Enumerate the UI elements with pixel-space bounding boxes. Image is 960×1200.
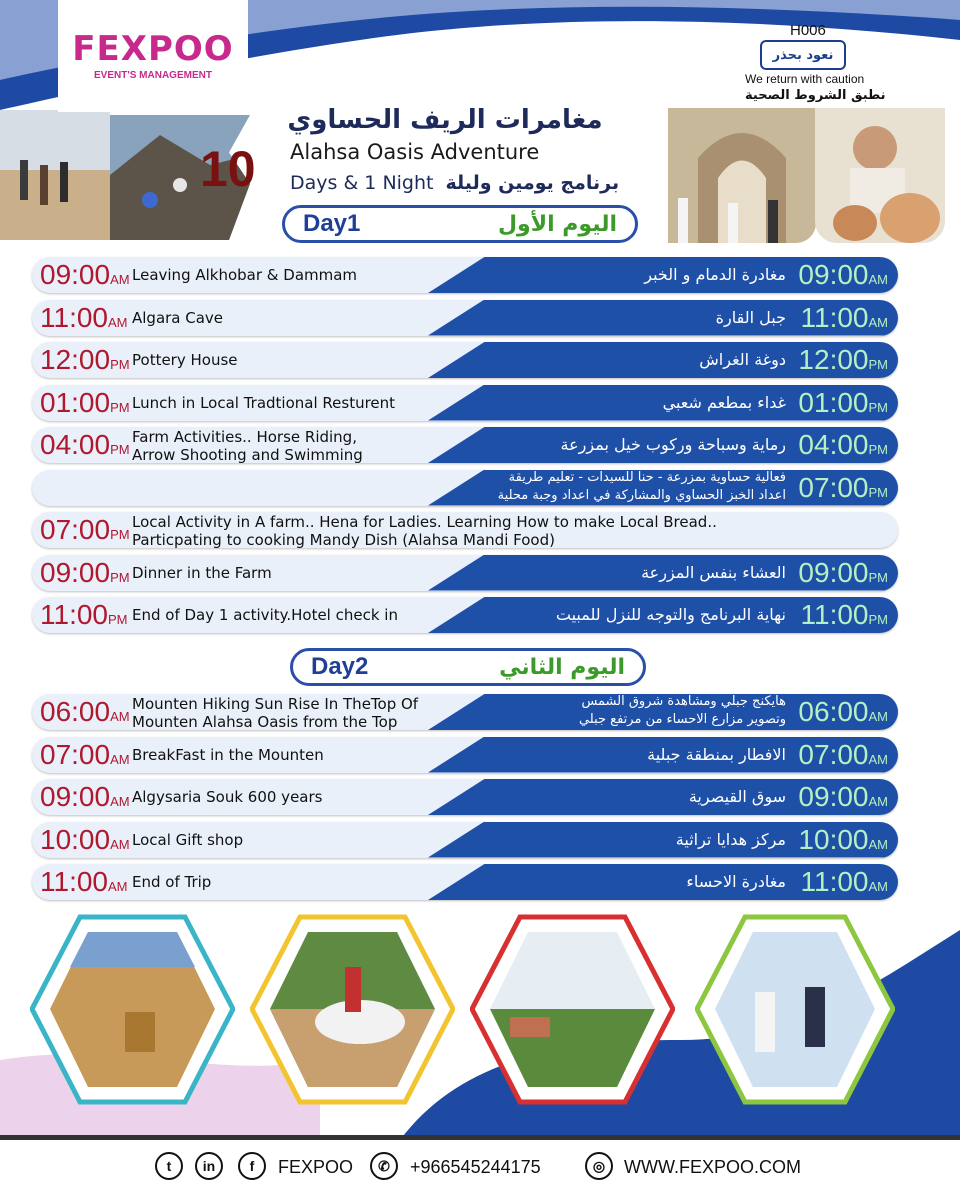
- time-left: [40, 696, 130, 733]
- time-value: 04:00: [798, 429, 869, 460]
- activity-english: Pottery House: [132, 351, 238, 369]
- caution-text-ar: نطبق الشروط الصحية: [745, 88, 886, 103]
- time-right: [798, 472, 888, 509]
- title-subtitle: [290, 172, 630, 194]
- hex-photo-archery: [695, 912, 895, 1107]
- time-value: 06:00: [798, 696, 869, 727]
- activity-arabic: جبل القارة: [715, 307, 786, 327]
- time-ampm: PM: [868, 612, 888, 627]
- days-number: 10: [200, 141, 256, 197]
- time-right: [801, 599, 889, 636]
- time-right: [798, 739, 888, 776]
- caution-text-en: We return with caution: [745, 72, 865, 86]
- schedule-row: [32, 597, 898, 633]
- hex-photo-rocks: [30, 912, 235, 1107]
- time-value: 07:00: [798, 738, 869, 770]
- activity-arabic: هايكنج جبلي ومشاهدة شروق الشمس: [581, 694, 786, 709]
- schedule-row: [32, 300, 898, 336]
- time-value: 07:00: [40, 738, 111, 770]
- hex-photo-resort: [470, 912, 675, 1107]
- activity-arabic: رماية وسباحة وركوب خيل بمزرعة: [560, 435, 786, 454]
- time-value: 09:00: [798, 556, 869, 588]
- activity-english: BreakFast in the Mounten: [132, 745, 324, 764]
- activity-arabic: نهاية البرنامج والتوجه للنزل للمبيت: [555, 605, 786, 624]
- facebook-icon[interactable]: f: [238, 1152, 266, 1180]
- title-arabic: مغامرات الريف الحساوي: [287, 105, 603, 135]
- time-ampm: AM: [868, 836, 888, 852]
- subtitle-english: Days & 1 Night: [290, 172, 434, 194]
- day2-header: [290, 648, 646, 686]
- day1-header: [282, 205, 638, 243]
- time-ampm: PM: [868, 569, 888, 585]
- activity-english: Algysaria Souk 600 years: [132, 788, 323, 806]
- time-ampm: AM: [108, 314, 128, 330]
- time-left: [40, 429, 130, 466]
- schedule-row: [32, 342, 898, 378]
- schedule-row: [32, 427, 898, 463]
- activity-english: Farm Activities.. Horse Riding,: [132, 428, 357, 446]
- time-ampm: AM: [868, 751, 888, 767]
- time-left: [40, 259, 130, 296]
- activity-english-line2: Particpating to cooking Mandy Dish (Alahsa Mandi Food): [132, 531, 555, 549]
- time-ampm: PM: [868, 484, 888, 500]
- schedule-row: [32, 385, 898, 421]
- brand-tagline: EVENT'S MANAGEMENT: [94, 69, 212, 81]
- time-right: [798, 696, 888, 733]
- time-left: [40, 739, 130, 776]
- time-value: 09:00: [40, 556, 111, 588]
- dribbble-icon[interactable]: ◎: [585, 1152, 613, 1180]
- activity-arabic: دوغة الغراش: [699, 350, 786, 369]
- photo-pottery: [815, 108, 945, 243]
- whatsapp-icon[interactable]: ✆: [370, 1152, 398, 1180]
- time-value: 04:00: [40, 429, 111, 460]
- schedule-row: [32, 512, 898, 548]
- activity-arabic: مغادرة الاحساء: [686, 872, 786, 891]
- time-value: 07:00: [40, 514, 111, 545]
- title-english: Alahsa Oasis Adventure: [290, 140, 540, 164]
- time-right: [798, 344, 888, 381]
- time-value: 12:00: [798, 344, 869, 375]
- activity-arabic: مركز هدايا تراثية: [675, 829, 786, 849]
- time-value: 09:00: [798, 781, 869, 812]
- time-right: [798, 824, 888, 861]
- activity-english: Algara Cave: [132, 308, 224, 327]
- time-value: 09:00: [40, 259, 111, 290]
- activity-arabic: الافطار بمنطقة جبلية: [647, 744, 786, 764]
- time-value: 09:00: [798, 259, 869, 290]
- time-right: [798, 557, 888, 594]
- brand-logo: [58, 0, 248, 112]
- time-ampm: PM: [110, 527, 130, 542]
- brand-name: FEXPOO: [72, 28, 234, 69]
- twitter-icon[interactable]: t: [155, 1152, 183, 1180]
- time-value: 10:00: [798, 823, 869, 855]
- activity-arabic: فعالية حساوية بمزرعة - حنا للسيدات - تعليم طريقة: [508, 469, 786, 485]
- activity-arabic: غداء بمطعم شعبي: [662, 392, 786, 412]
- time-ampm: PM: [108, 612, 128, 627]
- activity-english-line2: Mounten Alahsa Oasis from the Top: [132, 713, 398, 731]
- day2-label-en: Day2: [311, 653, 369, 680]
- time-ampm: AM: [110, 751, 130, 767]
- activity-arabic-line2: اعداد الخبز الحساوي والمشاركة في اعداد وجبة محلية: [497, 487, 786, 503]
- activity-arabic: سوق القيصرية: [688, 787, 786, 806]
- caution-badge: نعود بحذر: [760, 40, 846, 70]
- activity-english: End of Trip: [132, 873, 212, 891]
- activity-english: Leaving Alkhobar & Dammam: [132, 266, 358, 284]
- activity-english: Lunch in Local Tradtional Resturent: [132, 393, 396, 412]
- time-value: 11:00: [800, 866, 869, 897]
- time-ampm: AM: [868, 314, 888, 330]
- time-left: [40, 344, 130, 381]
- photo-desert-walk: [0, 110, 110, 240]
- activity-english: Local Gift shop: [132, 830, 244, 849]
- hex-photo-horse: [250, 912, 455, 1107]
- time-left: [40, 387, 130, 424]
- time-ampm: PM: [868, 357, 888, 372]
- time-value: 11:00: [800, 599, 869, 630]
- photo-souk-gate: [668, 108, 816, 243]
- time-right: [801, 866, 889, 903]
- time-ampm: PM: [110, 357, 130, 372]
- time-left: [40, 514, 130, 551]
- time-ampm: AM: [868, 879, 888, 894]
- time-right: [798, 781, 888, 818]
- day1-label-ar: اليوم الأول: [497, 211, 617, 237]
- day2-label-ar: اليوم الثاني: [499, 654, 625, 680]
- time-value: 11:00: [40, 866, 108, 897]
- pottery-image: [815, 108, 945, 243]
- time-ampm: AM: [110, 794, 130, 809]
- time-value: 09:00: [40, 781, 111, 812]
- time-value: 12:00: [40, 344, 111, 375]
- linkedin-icon[interactable]: in: [195, 1152, 223, 1180]
- time-ampm: AM: [110, 709, 130, 724]
- schedule-row: [32, 470, 898, 506]
- schedule-row: [32, 555, 898, 591]
- footer-divider: [0, 1135, 960, 1140]
- schedule-row: [32, 779, 898, 815]
- activity-arabic: مغادرة الدمام و الخبر: [644, 265, 786, 284]
- day1-label-en: Day1: [303, 210, 361, 237]
- time-ampm: PM: [110, 442, 130, 457]
- activity-arabic: العشاء بنفس المزرعة: [641, 562, 786, 582]
- time-right: [798, 429, 888, 466]
- schedule-row: [32, 694, 898, 730]
- time-left: [40, 781, 130, 818]
- subtitle-arabic: برنامج يومين وليلة: [445, 172, 620, 194]
- activity-english: End of Day 1 activity.Hotel check in: [132, 606, 398, 624]
- activity-english-line2: Arrow Shooting and Swimming: [132, 446, 363, 464]
- time-value: 11:00: [800, 301, 869, 333]
- schedule-row: [32, 737, 898, 773]
- time-value: 11:00: [40, 301, 108, 333]
- time-ampm: AM: [868, 709, 888, 724]
- time-right: [798, 259, 888, 296]
- time-value: 10:00: [40, 823, 111, 855]
- schedule-row: [32, 822, 898, 858]
- time-ampm: AM: [868, 272, 888, 287]
- time-left: [40, 599, 128, 636]
- footer-phone[interactable]: +966545244175: [410, 1157, 541, 1177]
- footer-brand: FEXPOO: [278, 1157, 354, 1177]
- time-ampm: PM: [868, 442, 888, 457]
- program-code: H006: [790, 22, 826, 39]
- schedule-row: [32, 257, 898, 293]
- time-value: 11:00: [40, 599, 108, 630]
- activity-english: Local Activity in A farm.. Hena for Ladies. Learning How to make Local Bread..: [132, 513, 717, 531]
- time-value: 01:00: [798, 386, 869, 418]
- activity-english: Mounten Hiking Sun Rise In TheTop Of: [132, 695, 419, 713]
- time-left: [40, 824, 130, 861]
- time-ampm: AM: [868, 794, 888, 809]
- time-right: [798, 387, 888, 424]
- time-ampm: AM: [108, 879, 128, 894]
- desert-walk-image: [0, 110, 110, 240]
- footer-website[interactable]: WWW.FEXPOO.COM: [624, 1157, 801, 1177]
- time-left: [40, 557, 130, 594]
- souk-gate-image: [668, 108, 816, 243]
- time-ampm: PM: [110, 399, 130, 415]
- time-left: [40, 302, 128, 339]
- time-left: [40, 866, 128, 903]
- time-ampm: AM: [110, 272, 130, 287]
- time-ampm: PM: [868, 399, 888, 415]
- time-ampm: PM: [110, 569, 130, 585]
- activity-english: Dinner in the Farm: [132, 563, 272, 582]
- time-ampm: AM: [110, 836, 130, 852]
- activity-arabic-line2: وتصوير مزارع الاحساء من مرتفع جبلي: [578, 712, 786, 727]
- time-value: 07:00: [798, 471, 869, 503]
- time-right: [801, 302, 889, 339]
- schedule-row: [32, 864, 898, 900]
- time-value: 01:00: [40, 386, 111, 418]
- time-value: 06:00: [40, 696, 111, 727]
